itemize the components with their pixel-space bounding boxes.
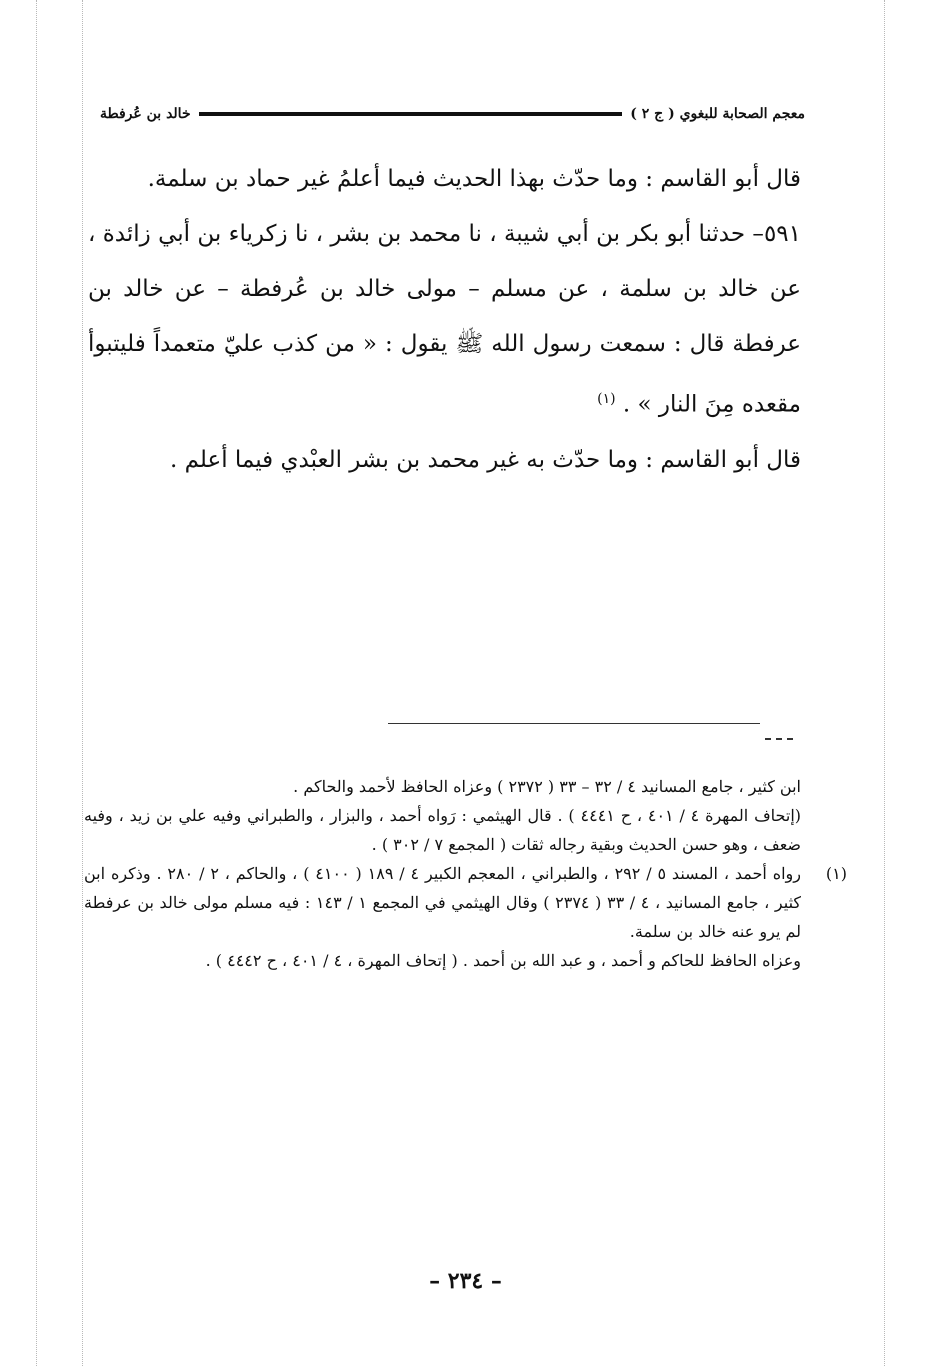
- footnote-text: رواه أحمد ، المسند ٥ / ٢٩٢ ، والطبراني ، المعجم الكبير ٤ / ١٨٩ ( ٤١٠٠ ) ، والحاكم ، ٢ / ٢٨٠ . وذكره ابن كثير ، جامع المسانيد ، ٤ / ٣٣ ( ٢٣٧٤ ) وقال الهيثمي في المجمع ١ / ١٤٣ : فيه مسلم مولى خالد بن عرفطة لم يرو عنه خالد بن سلمة.: [84, 864, 802, 941]
- footnote-separator-dash: [765, 738, 793, 742]
- margin-dotted-line-right: [884, 0, 885, 1366]
- paragraph: قال أبو القاسم : وما حدّث به غير محمد بن بشر العبْدي فيما أعلم .: [169, 446, 801, 473]
- paragraph-hadith: [88, 207, 801, 433]
- footnote-continuation-line: (إتحاف المهرة ٤ / ٤٠١ ، ح ٤٤٤١ ) . قال الهيثمي : رَواه أحمد ، والبزار ، والطبراني وفيه علي بن زيد ، وفيه ضعف ، وهو حسن الحديث وبقية رجاله ثقات ( المجمع ٧ / ٣٠٢ ) .: [84, 806, 802, 854]
- footnote-text: وعزاه الحافظ للحاكم و أحمد ، و عبد الله بن أحمد . ( إتحاف المهرة ، ٤ / ٤٠١ ، ح ٤٤٤٢ ) .: [205, 951, 801, 970]
- footnote-reference: (١): [597, 391, 616, 407]
- footnotes: [84, 772, 847, 975]
- header-rule: [199, 112, 623, 116]
- hadith-text: ٥٩١– حدثنا أبو بكر بن أبي شيبة ، نا محمد بن بشر ، نا زكرياء بن أبي زائدة ، عن خالد بن سلمة ، عن مسلم – مولى خالد بن عُرفطة – عن خالد بن عرفطة قال : سمعت رسول الله ﷺ يقول : « من كذب عليّ متعمداً فليتبوأ مقعده مِنَ النار » .: [88, 221, 801, 418]
- footnote-separator: [388, 723, 760, 724]
- entry-title: خالد بن عُرفطة: [100, 106, 191, 122]
- margin-dotted-line-left-inner: [82, 0, 83, 1366]
- footnote-continuation-line: ابن كثير ، جامع المسانيد ٤ / ٣٢ – ٣٣ ( ٢٣٧٢ ) وعزاه الحافظ لأحمد والحاكم .: [293, 777, 801, 796]
- main-text: [88, 152, 801, 488]
- running-header: [100, 100, 805, 128]
- footnote-1: [84, 859, 847, 975]
- footnote-number: (١): [825, 864, 847, 883]
- page-number: – ٢٣٤ –: [429, 1268, 502, 1294]
- margin-dotted-line-left: [36, 0, 37, 1366]
- paragraph: قال أبو القاسم : وما حدّث بهذا الحديث فيما أعلمُ غير حماد بن سلمة.: [147, 166, 801, 192]
- book-title: معجم الصحابة للبغوي ( ج ٢ ): [630, 106, 805, 122]
